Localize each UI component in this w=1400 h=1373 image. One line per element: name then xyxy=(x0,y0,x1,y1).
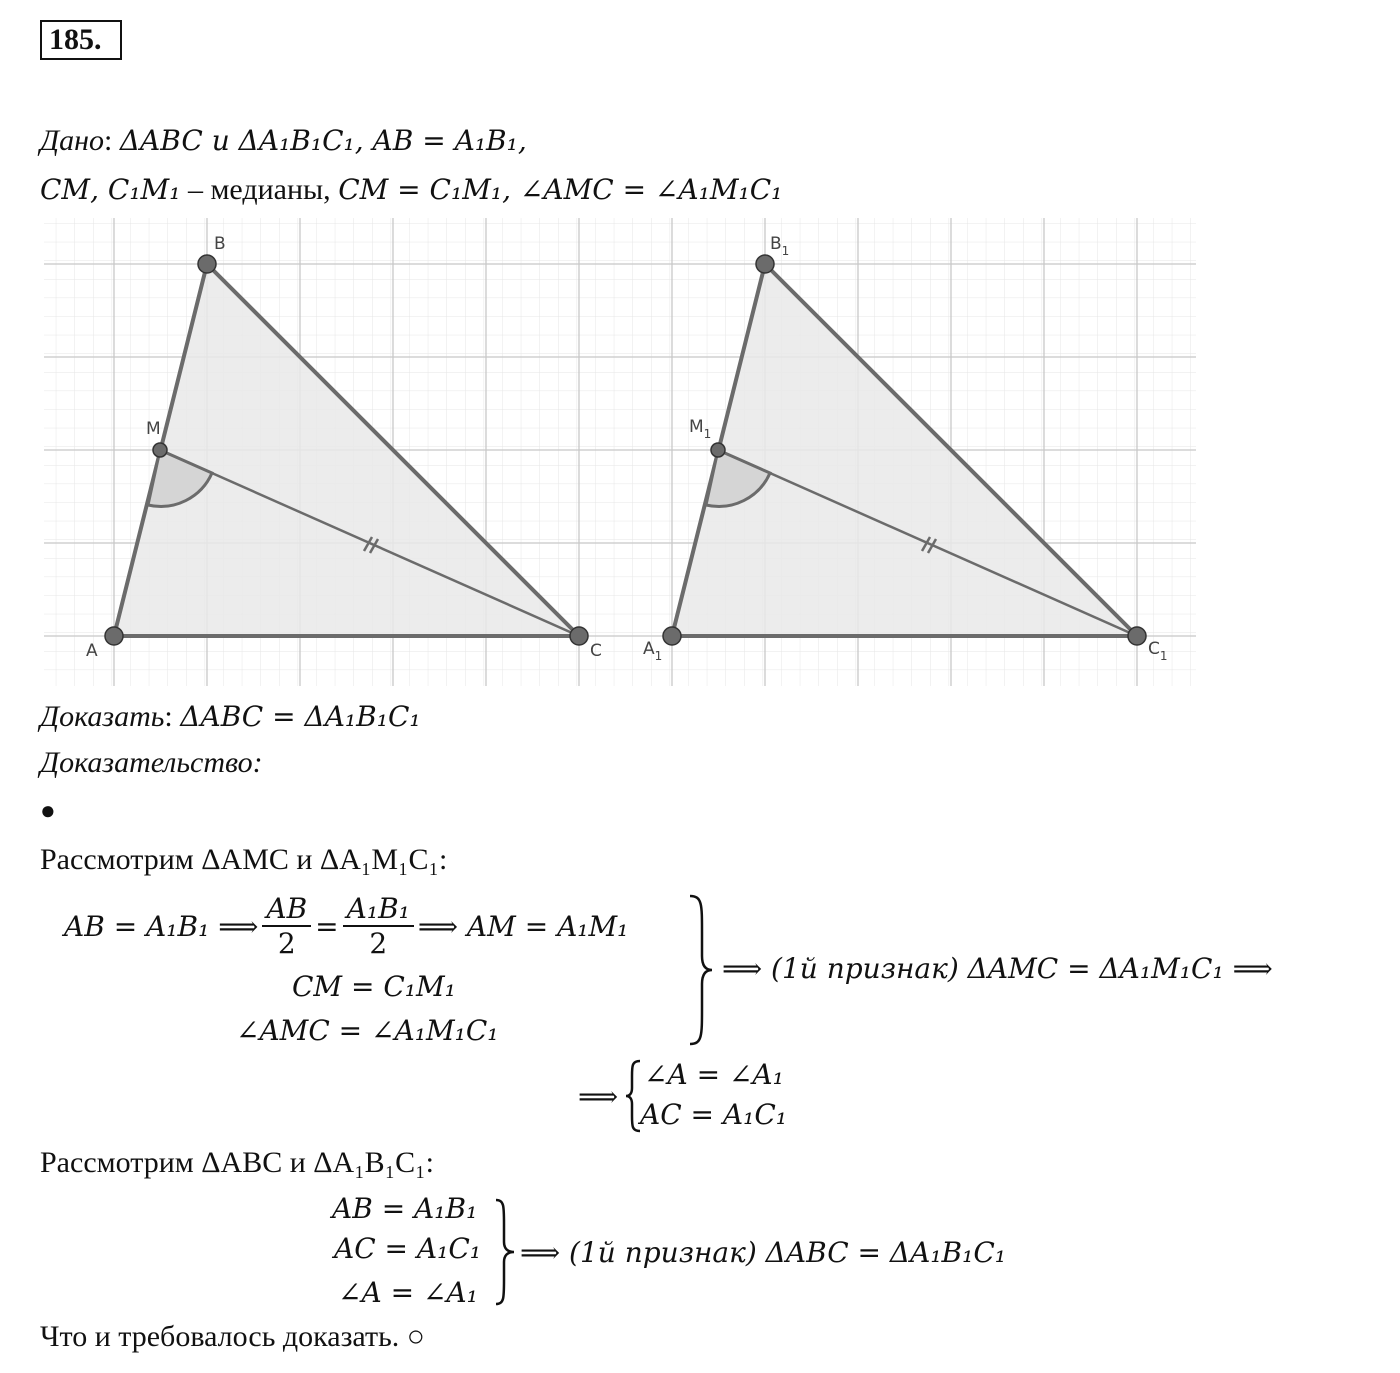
label-c: C xyxy=(590,641,602,661)
point-b1 xyxy=(756,255,774,273)
step2-row2: AC = A₁C₁ xyxy=(334,1232,481,1265)
bullet: ● xyxy=(40,796,56,825)
step1-result-arrow: ⟹ xyxy=(578,1080,619,1113)
prove-statement: ΔABC = ΔA₁B₁C₁ xyxy=(180,700,421,733)
label-a: A xyxy=(86,641,98,661)
step2-consider: Рассмотрим ΔABC и ΔA₁B₁C₁: xyxy=(40,1146,434,1179)
label-b: B xyxy=(214,234,226,254)
given-medians-word: – медианы, xyxy=(180,173,339,206)
given-statement-1: ΔABC и ΔA₁B₁C₁, AB = A₁B₁, xyxy=(119,124,527,157)
given-label: Дано xyxy=(40,124,104,157)
point-a xyxy=(105,627,123,645)
label-m1: $M_1$ xyxy=(689,417,712,441)
step1-eq: = xyxy=(315,909,339,943)
step2-conclusion: ⟹ (1й признак) ΔABC = ΔA₁B₁C₁ xyxy=(520,1236,1006,1269)
proof-label: Доказательство: xyxy=(40,746,263,779)
step1-row1-right: ⟹ AM = A₁M₁ xyxy=(417,909,629,943)
step1-right-brace xyxy=(688,892,716,1048)
fraction-a1b1-2: $\frac{\text{A₁B₁}}{2}$ xyxy=(343,892,414,960)
step1-row1 xyxy=(64,886,628,966)
label-b1: $B_1$ xyxy=(770,234,790,258)
point-b xyxy=(198,255,216,273)
step1-row3: ∠AMC = ∠A₁M₁C₁ xyxy=(236,1014,499,1047)
given-statement-2: CM = C₁M₁, ∠AMC = ∠A₁M₁C₁ xyxy=(338,173,783,206)
point-a1 xyxy=(663,627,681,645)
step2-right-brace xyxy=(494,1196,518,1308)
step2-row1: AB = A₁B₁ xyxy=(332,1192,478,1225)
step1-row1-left: AB = A₁B₁ ⟹ xyxy=(64,909,259,943)
step2-row3: ∠A = ∠A₁ xyxy=(338,1276,478,1309)
point-m xyxy=(153,443,167,457)
qed-line: Что и требовалось доказать. ○ xyxy=(40,1320,425,1353)
step1-row2: CM = C₁M₁ xyxy=(292,970,456,1003)
prove-line: Доказать: ΔABC = ΔA₁B₁C₁ xyxy=(40,700,421,733)
label-a1: $A_1$ xyxy=(643,639,663,663)
step1-conclusion: ⟹ (1й признак) ΔAMC = ΔA₁M₁C₁ ⟹ xyxy=(722,952,1273,985)
step1-result-angle: ∠A = ∠A₁ xyxy=(644,1058,784,1091)
label-m: M xyxy=(146,419,161,439)
point-c1 xyxy=(1128,627,1146,645)
prove-label: Доказать xyxy=(40,700,165,733)
step1-result-side: AC = A₁C₁ xyxy=(640,1098,787,1131)
label-c1: $C_1$ xyxy=(1148,639,1168,663)
point-m1 xyxy=(711,443,725,457)
given-medians: CM, C₁M₁ xyxy=(40,173,181,206)
fraction-ab-2: $\frac{AB}{2}$ xyxy=(262,892,311,960)
point-c xyxy=(570,627,588,645)
step1-consider: Рассмотрим ΔAMC и ΔA₁M₁C₁: xyxy=(40,843,448,876)
problem-number: 185. xyxy=(40,20,122,60)
given-line-1: Дано: ΔABC и ΔA₁B₁C₁, AB = A₁B₁, xyxy=(40,124,527,157)
